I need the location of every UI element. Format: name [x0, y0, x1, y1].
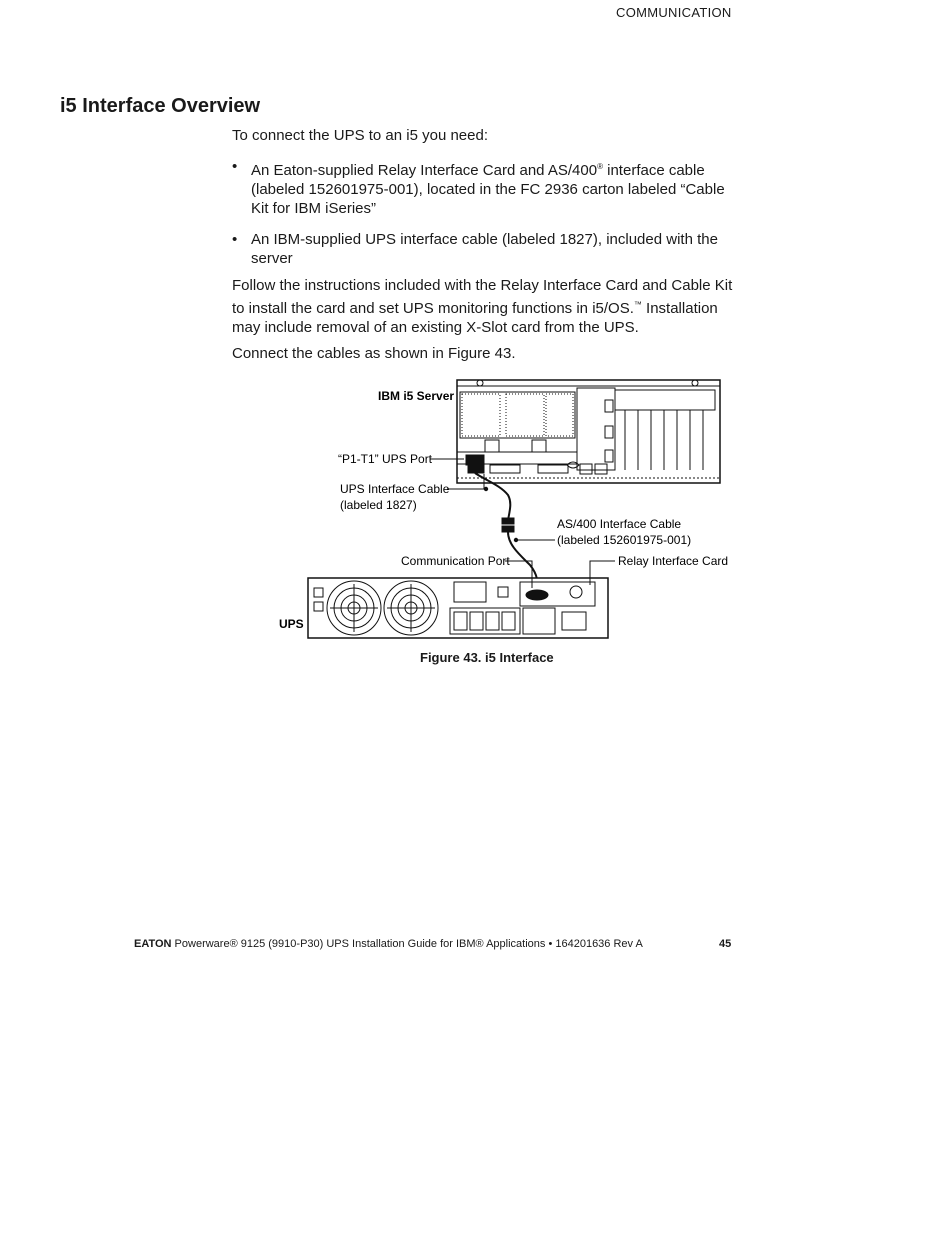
intro-text: To connect the UPS to an i5 you need: [232, 127, 489, 144]
ups-label: UPS [279, 617, 304, 631]
communication-port [526, 590, 548, 600]
instructions-paragraph: Follow the instructions included with the Relay Interface Card and Cable Kit to install the card and set UPS monitoring functions in i5/OS.™ Installation may include removal of an existing X-Slot card from the UPS. [232, 277, 733, 336]
list-item [232, 157, 732, 218]
server-label: IBM i5 Server [378, 389, 455, 403]
page-title: i5 Interface Overview [60, 95, 261, 117]
list-item-text: An Eaton-supplied Relay Interface Card and AS/400® interface cable (labeled 152601975-001), located in the FC 2936 carton labeled “Cable Kit for IBM iSeries” [251, 162, 725, 217]
as400-cable-label-sub: (labeled 152601975-001) [557, 533, 692, 547]
figure-caption: Figure 43. i5 Interface [420, 650, 554, 665]
comm-port-label: Communication Port [401, 554, 510, 568]
relay-card-label: Relay Interface Card [618, 554, 729, 568]
footer-text: Powerware® 9125 (9910-P30) UPS Installation Guide for IBM® Applications • 164201636 Rev A [171, 938, 643, 950]
cable-connector [502, 518, 514, 524]
requirements-list [232, 157, 732, 280]
footer-brand: EATON [134, 938, 172, 950]
ups-cable-label: UPS Interface Cable [340, 482, 450, 496]
list-item-text: An IBM-supplied UPS interface cable (labeled 1827), included with the server [251, 231, 718, 267]
p1-t1-ups-port [466, 455, 484, 465]
ups-port-label: “P1-T1” UPS Port [338, 452, 433, 466]
ups-cable-label-sub: (labeled 1827) [340, 498, 417, 512]
i5-interface-diagram [270, 370, 740, 645]
ups-rear-panel [308, 578, 608, 638]
page-number: 45 [719, 938, 732, 950]
bullet-icon: • [232, 158, 238, 175]
bullet-icon: • [232, 231, 238, 248]
server-back-panel [457, 380, 720, 483]
connect-text: Connect the cables as shown in Figure 43. [232, 345, 516, 362]
footer [134, 938, 643, 950]
as400-cable-label: AS/400 Interface Cable [557, 517, 682, 531]
section-header: COMMUNICATION [616, 5, 732, 20]
list-item [232, 230, 732, 268]
